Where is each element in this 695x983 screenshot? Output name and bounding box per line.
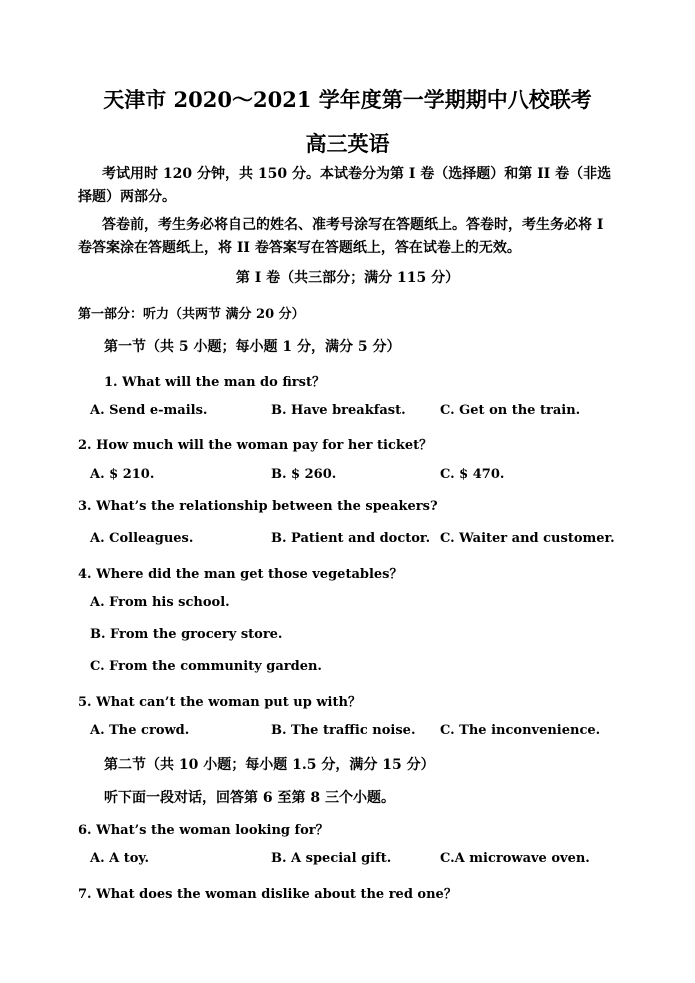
- question-6-option-b: B. A special gift.: [271, 851, 392, 866]
- question-6: 6. What’s the woman looking for？: [78, 823, 329, 838]
- section-2-heading: 第二节（共 10 小题；每小题 1.5 分，满分 15 分）: [104, 757, 435, 773]
- question-3-option-a: A. Colleagues.: [90, 531, 194, 546]
- question-1: 1. What will the man do first？: [104, 375, 325, 390]
- question-7: 7. What does the woman dislike about the red one？: [78, 887, 457, 902]
- question-2-option-a: A. $ 210.: [90, 467, 155, 482]
- question-2-option-b: B. $ 260.: [271, 467, 337, 482]
- question-4-option-c: C. From the community garden.: [90, 659, 322, 674]
- intro-paragraph-2: 答卷前，考生务必将自己的姓名、准考号涂写在答题纸上。答卷时，考生务必将 I 卷答案涂在答题纸上，将 II 卷答案写在答题纸上，答在试卷上的无效。: [78, 217, 604, 256]
- question-5-option-c: C. The inconvenience.: [440, 723, 601, 738]
- volume-1-heading: 第 I 卷（共三部分；满分 115 分）: [235, 270, 460, 286]
- question-4-option-a: A. From his school.: [90, 595, 230, 610]
- question-3: 3. What’s the relationship between the speakers?: [78, 499, 438, 514]
- listening-instruction: 听下面一段对话，回答第 6 至第 8 三个小题。: [104, 790, 395, 806]
- question-4: 4. Where did the man get those vegetables？: [78, 567, 403, 582]
- intro-paragraph-1: 考试用时 120 分钟，共 150 分。本试卷分为第 I 卷（选择题）和第 II 卷（非选择题）两部分。: [78, 166, 612, 205]
- question-1-option-b: B. Have breakfast.: [271, 403, 406, 418]
- exam-subject: 高三英语: [305, 131, 390, 156]
- question-6-option-a: A. A toy.: [90, 851, 150, 866]
- question-5-option-b: B. The traffic noise.: [271, 723, 416, 738]
- question-2: 2. How much will the woman pay for her ticket？: [78, 438, 433, 453]
- question-1-option-c: C. Get on the train.: [440, 403, 581, 418]
- exam-title: 天津市 2020～2021 学年度第一学期期中八校联考: [103, 87, 592, 112]
- question-4-option-b: B. From the grocery store.: [90, 627, 283, 642]
- question-5-option-a: A. The crowd.: [90, 723, 190, 738]
- question-1-option-a: A. Send e-mails.: [90, 403, 208, 418]
- question-5: 5. What can’t the woman put up with？: [78, 695, 361, 710]
- question-3-option-c: C. Waiter and customer.: [440, 531, 615, 546]
- question-6-option-c: C.A microwave oven.: [440, 851, 590, 866]
- section-1-heading: 第一节（共 5 小题；每小题 1 分，满分 5 分）: [104, 339, 401, 355]
- part-1-heading: 第一部分：听力（共两节 满分 20 分）: [78, 307, 305, 322]
- question-3-option-b: B. Patient and doctor.: [271, 531, 431, 546]
- question-2-option-c: C. $ 470.: [440, 467, 505, 482]
